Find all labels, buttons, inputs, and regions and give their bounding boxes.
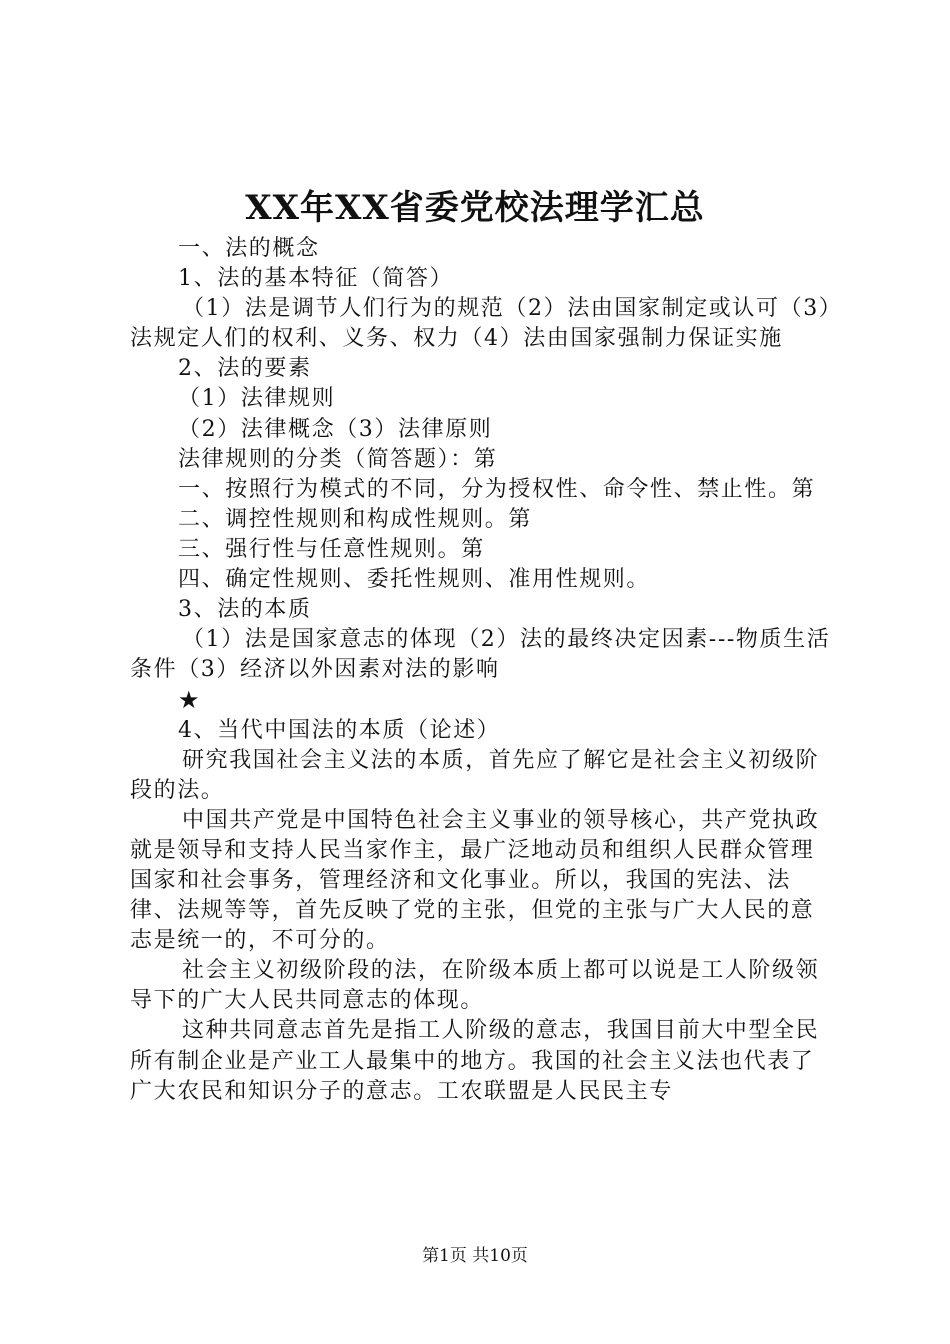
paragraph-classification-3: 三、强行性与任意性规则。第 — [178, 536, 485, 562]
heading-concept: 一、法的概念 — [178, 236, 320, 261]
heading-basic-features: 1、法的基本特征（简答） — [178, 266, 454, 292]
heading-essence: 3、法的本质 — [178, 597, 312, 623]
list-item-concepts-principles: （2）法律概念（3）法律原则 — [178, 416, 493, 442]
paragraph-essence: （1）法是国家意志的体现（2）法的最终决定因素---物质生活条件（3）经济以外因素对法的影响 — [130, 627, 831, 683]
list-item-rules: （1）法律规则 — [178, 386, 336, 412]
heading-rule-classification: 法律规则的分类（简答题）：第 — [178, 446, 498, 472]
paragraph-features: （1）法是调节人们行为的规范（2）法由国家制定或认可（3）法规定人们的权利、义务、权力（4）法由国家强制力保证实施 — [130, 296, 832, 352]
paragraph-classification-4: 四、确定性规则、委托性规则、准用性规则。 — [178, 567, 651, 593]
paragraph-classification-1: 一、按照行为模式的不同，分为授权性、命令性、禁止性。第 — [178, 476, 816, 502]
paragraph-primary-stage: 社会主义初级阶段的法，在阶级本质上都可以说是工人阶级领导下的广大人民共同意志的体现。 — [130, 958, 820, 1014]
heading-elements: 2、法的要素 — [178, 356, 312, 382]
document-body — [130, 234, 835, 1107]
paragraph-classification-2: 二、调控性规则和构成性规则。第 — [178, 506, 533, 532]
page-number: 第1页 共10页 — [422, 1246, 528, 1266]
paragraph-common-will: 这种共同意志首先是指工人阶级的意志，我国目前大中型全民所有制企业是产业工人最集中的地方。我国的社会主义法也代表了广大农民和知识分子的意志。工农联盟是人民民主专 — [130, 1018, 820, 1104]
heading-contemporary-essence: 4、当代中国法的本质（论述） — [178, 717, 501, 743]
paragraph-party: 中国共产党是中国特色社会主义事业的领导核心，共产党执政就是领导和支持人民当家作主，最广泛地动员和组织人民群众管理国家和社会事务，管理经济和文化事业。所以，我国的宪法、法律、法规等等，首先反映了党的主张，但党的主张与广大人民的意志是统一的，不可分的。 — [130, 807, 820, 954]
star-marker: ★ — [178, 686, 202, 715]
document-title: XX年XX省委党校法理学汇总 — [245, 188, 705, 228]
paragraph-research: 研究我国社会主义法的本质，首先应了解它是社会主义初级阶段的法。 — [130, 747, 820, 803]
